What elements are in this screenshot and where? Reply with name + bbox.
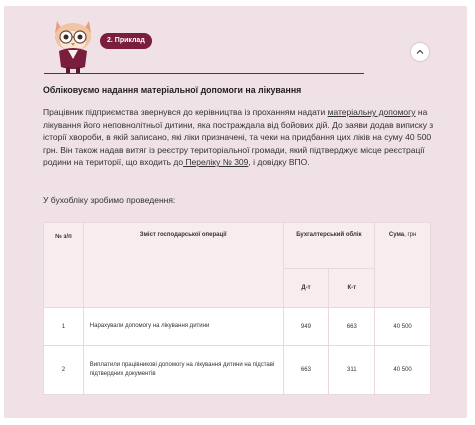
header-sum xyxy=(375,223,431,308)
chevron-up-icon xyxy=(416,48,424,56)
row-sum: 40 500 xyxy=(375,346,431,395)
paragraph-text: , і довідку ВПО. xyxy=(248,157,310,167)
collapse-button[interactable] xyxy=(411,43,429,61)
owl-mascot-icon xyxy=(49,15,97,75)
row-num: 1 xyxy=(44,308,84,346)
header-content: Зміст господарської операції xyxy=(83,223,283,308)
row-content: Нарахували допомогу на лікування дитини xyxy=(83,308,283,346)
header-accounting: Бухгалтерський облік xyxy=(283,223,375,269)
header-credit: К-т xyxy=(329,269,375,308)
description-paragraph xyxy=(43,106,435,169)
section-title: Обліковуємо надання матеріальної допомоги на лікування xyxy=(43,85,302,95)
paragraph-text: на лікування його неповнолітньої дитини, яка постраждала від бойових дій. До заяви додав виписку з історії хвороби, в якій записано, які ліки призначені, та чеки на придбання цих ліків на суму 40 500 грн. Він також надав витяг із реєстру територіальної громади, який підтверджує місце реєстрації родини на території, що входить до xyxy=(43,107,434,167)
row-sum: 40 500 xyxy=(375,308,431,346)
table-row xyxy=(44,308,431,346)
row-credit: 311 xyxy=(329,346,375,395)
row-debit: 949 xyxy=(283,308,329,346)
header-divider xyxy=(44,73,364,74)
list-309-link[interactable]: Переліку № 309 xyxy=(183,157,249,167)
material-aid-link[interactable]: матеріальну допомогу xyxy=(327,107,416,117)
header-sum-bold: Сума xyxy=(388,232,405,238)
row-debit: 663 xyxy=(283,346,329,395)
table-row xyxy=(44,346,431,395)
entries-table xyxy=(43,222,431,395)
header-sum-unit: , грн xyxy=(404,232,417,238)
row-num: 2 xyxy=(44,346,84,395)
row-credit: 663 xyxy=(329,308,375,346)
header-debit: Д-т xyxy=(283,269,329,308)
header-num: № з/п xyxy=(44,223,84,308)
example-badge: 2. Приклад xyxy=(100,33,152,49)
row-content: Виплатили працівникові допомогу на лікування дитини на підставі підтвердних документів xyxy=(83,346,283,395)
entries-intro: У бухобліку зробимо проведення: xyxy=(43,195,176,205)
paragraph-text: Працівник підприємства звернувся до керівництва із проханням надати xyxy=(43,107,328,117)
